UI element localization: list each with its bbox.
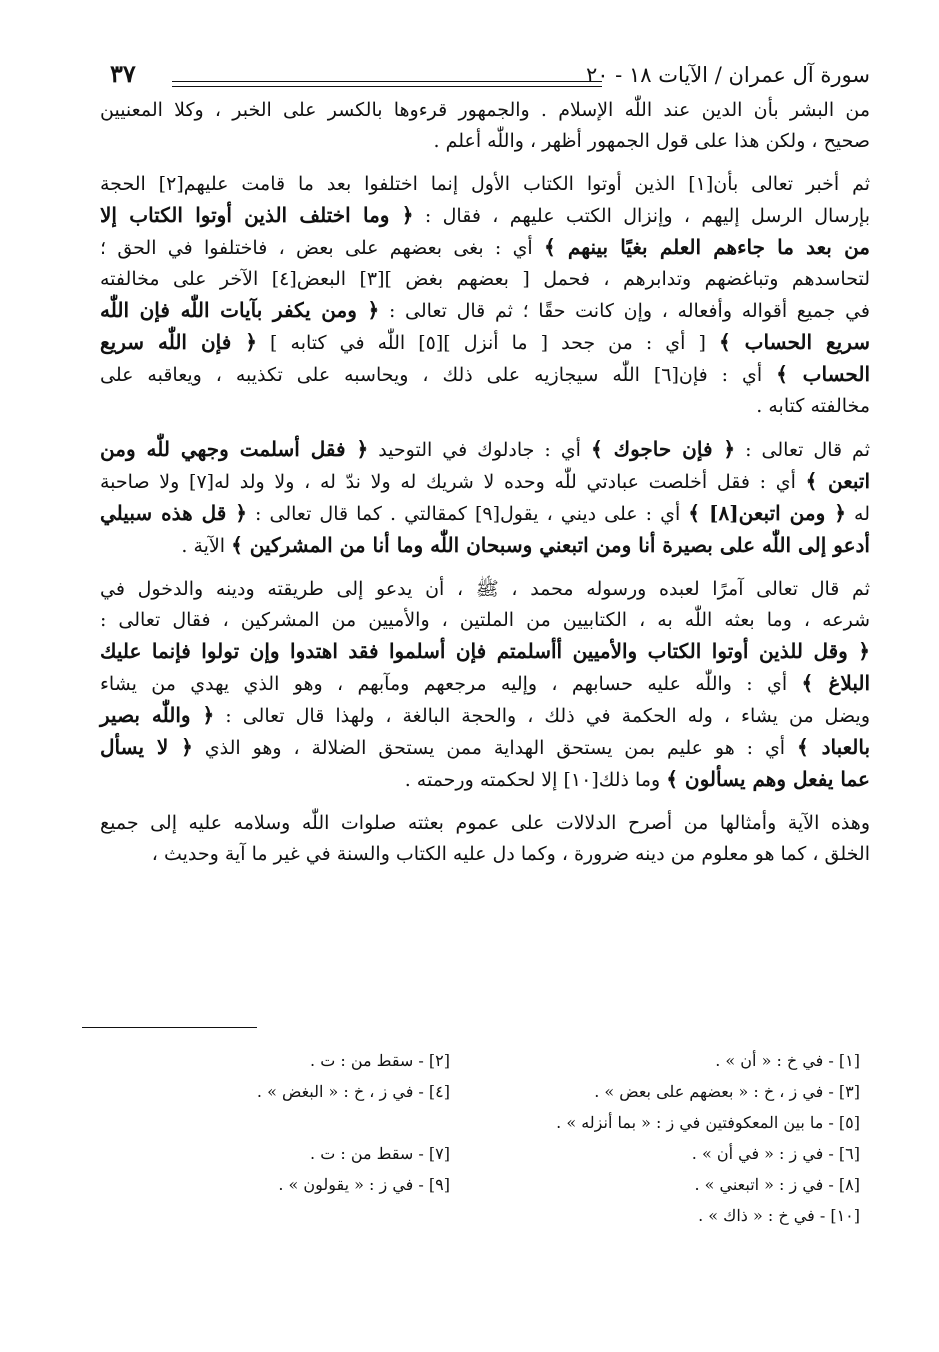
text-segment: من البشر بأن الدين عند اللّٰه الإسلام . والجمهور قرءوها بالكسر على الخبر ، وكلا المعنيين: [100, 99, 870, 121]
text-segment: أي : واللّٰه عليه حسابهم ، وإليه مرجعهم ومآبهم ، وهو الذي يهدي من يشاء: [100, 673, 802, 695]
text-line: [100, 764, 870, 796]
text-line: [100, 295, 870, 327]
text-segment: وهذه الآية وأمثالها من أصرح الدلالات على عموم بعثته صلوات اللّٰه وسلامه عليه إلى جميع: [100, 812, 870, 834]
text-line: [100, 95, 870, 126]
quran-quote: بالعباد ﴾: [797, 735, 871, 759]
body-text: [100, 95, 870, 870]
footnote-1: [١] - في خ : « أن » .: [715, 1051, 860, 1070]
text-line: [100, 732, 870, 764]
text-line: [100, 530, 870, 562]
text-segment: الخلق ، كما هو معلوم من دينه ضرورة ، وكما دل عليه الكتاب والسنة في غير ما آية وحديث ،: [151, 843, 870, 865]
quran-quote: ﴿ فقل أسلمت وجهي للّٰه ومن: [100, 437, 369, 461]
quran-quote: عما يفعل وهم يسألون ﴾: [666, 767, 870, 791]
footnote-4: [٤] - في ز ، خ : « البغض » .: [256, 1082, 450, 1101]
text-segment: شرعه ، وما بعثه اللّٰه به ، الكتابيين من الملتين ، والأميين من المشركين ، فقال تعالى :: [100, 609, 870, 631]
text-line: [100, 434, 870, 466]
text-segment: وما ذلك[١٠] إلا لحكمته ورحمته .: [404, 769, 667, 791]
text-segment: ويضل من يشاء ، وله الحكمة في ذلك ، والحجة البالغة ، ولهذا قال تعالى :: [214, 705, 870, 727]
text-segment: في جميع أقواله وأفعاله ، وإن كانت حقًا ؛ ثم قال تعالى :: [379, 300, 870, 322]
text-line: [100, 169, 870, 200]
quran-quote: من بعد ما جاءهم العلم بغيًا بينهم ﴾: [544, 235, 871, 259]
footnote-10: [١٠] - في خ : « ذاك » .: [698, 1206, 860, 1225]
footnotes-left-column: [70, 1045, 450, 1200]
quran-quote: سريع الحساب ﴾: [718, 330, 870, 354]
quran-quote: ﴿ ومن اتبعن[٨] ﴾: [688, 501, 846, 525]
text-line: [100, 700, 870, 732]
text-segment: [ أي : من جحد [ ما أنزل ][٥] اللّٰه في كتابه ]: [257, 332, 719, 354]
paragraph-3: [100, 434, 870, 562]
footnote-2: [٢] - سقط من : ت .: [310, 1051, 450, 1070]
quran-quote: أدعو إلى اللّٰه على بصيرة أنا ومن اتبعني وسبحان اللّٰه وما أنا من المشركين ﴾: [231, 533, 870, 557]
text-line: [100, 264, 870, 295]
text-line: [100, 668, 870, 700]
text-line: [100, 839, 870, 870]
page: [100, 55, 870, 882]
footnote-5: [٥] - ما بين المعكوفتين في ز : « بما أنزله » .: [556, 1113, 860, 1132]
text-segment: بإرسال الرسل إليهم ، وإنزال الكتب عليهم ، فقال :: [413, 205, 871, 227]
footnote-9: [٩] - في ز : « يقولون » .: [278, 1175, 450, 1194]
page-header: [100, 55, 870, 95]
quran-quote: ﴿ وما اختلف الذين أوتوا الكتاب إلا: [100, 203, 414, 227]
text-segment: ثم قال تعالى :: [735, 439, 870, 461]
quran-quote: اتبعن ﴾: [805, 469, 871, 493]
paragraph-1: [100, 95, 870, 157]
text-segment: أي : على ديني ، يقول[٩] كمقالتي . كما قال تعالى :: [247, 503, 689, 525]
text-line: [100, 605, 870, 636]
text-line: [100, 327, 870, 359]
text-line: [100, 126, 870, 157]
quran-quote: ﴿ لا يسأل: [100, 735, 193, 759]
text-segment: أي : فقل أخلصت عبادتي للّٰه وحده لا شريك له ولا ندّ له ، ولا ولد له[٧] ولا صاحبة: [100, 471, 806, 493]
text-line: [100, 808, 870, 839]
footnote-6: [٦] - في ز : « في أن » .: [691, 1144, 860, 1163]
text-line: [100, 498, 870, 530]
paragraph-2: [100, 169, 870, 422]
footnote-7: [٧] - سقط من : ت .: [310, 1144, 450, 1163]
footnote-separator: [82, 1027, 257, 1028]
page-number: ٣٧: [110, 59, 136, 88]
text-line: [100, 232, 870, 264]
text-line: [100, 466, 870, 498]
footnote-3: [٣] - في ز ، خ : « بعضهم على بعض » .: [594, 1082, 860, 1101]
text-segment: ثم أخبر تعالى بأن[١] الذين أوتوا الكتاب الأول إنما اختلفوا بعد ما قامت عليهم[٢] الحجة: [100, 173, 870, 195]
text-segment: صحيح ، ولكن هذا على قول الجمهور أظهر ، واللّٰه أعلم .: [433, 130, 870, 152]
text-segment: لتحاسدهم وتباغضهم وتدابرهم ، فحمل [ بعضهم بغض ][٣] البعض[٤] الآخر على مخالفته: [100, 268, 871, 290]
quran-quote: ﴿ فإن حاجوك ﴾: [590, 437, 736, 461]
quran-quote: الحساب ﴾: [776, 362, 870, 386]
text-line: [100, 574, 870, 605]
text-segment: أي : فإن[٦] اللّٰه سيجازيه على ذلك ، ويحاسبه على تكذيبه ، ويعاقبه على: [100, 364, 777, 386]
text-segment: أي : هو عليم بمن يستحق الهداية ممن يستحق الضلالة ، وهو الذي: [192, 737, 798, 759]
quran-quote: ﴿ فإن اللّٰه سريع: [100, 330, 257, 354]
text-segment: مخالفته كتابه .: [756, 395, 870, 417]
quran-quote: ﴿ قل هذه سبيلي: [100, 501, 247, 525]
text-segment: ثم قال تعالى آمرًا لعبده ورسوله محمد ، ﷺ ، أن يدعو إلى طريقته ودينه والدخول في: [100, 578, 870, 600]
running-title: سورة آل عمران / الآيات ١٨ - ٢٠: [585, 63, 870, 87]
text-line: [100, 391, 870, 422]
text-segment: أي : بغى بعضهم على بعض ، فاختلفوا في الحق ؛: [100, 237, 544, 259]
text-line: [100, 200, 870, 232]
paragraph-4: [100, 574, 870, 796]
paragraph-5: [100, 808, 870, 870]
quran-quote: البلاغ ﴾: [801, 671, 871, 695]
footnote-8: [٨] - في ز : « اتبعني » .: [694, 1175, 860, 1194]
text-line: [100, 636, 870, 668]
quran-quote: ﴿ واللّٰه بصير: [100, 703, 215, 727]
text-line: [100, 359, 870, 391]
quran-quote: ﴿ وقل للذين أوتوا الكتاب والأميين أأسلمتم فإن أسلموا فقد اهتدوا وإن تولوا فإنما عليك: [100, 639, 870, 663]
quran-quote: ﴿ ومن يكفر بآيات اللّٰه فإن اللّٰه: [100, 298, 380, 322]
footnotes-right-column: [480, 1045, 860, 1231]
text-segment: أي : جادلوك في التوحيد: [368, 439, 591, 461]
header-rule: [172, 81, 602, 87]
text-segment: له: [845, 503, 870, 525]
text-segment: الآية .: [181, 535, 232, 557]
